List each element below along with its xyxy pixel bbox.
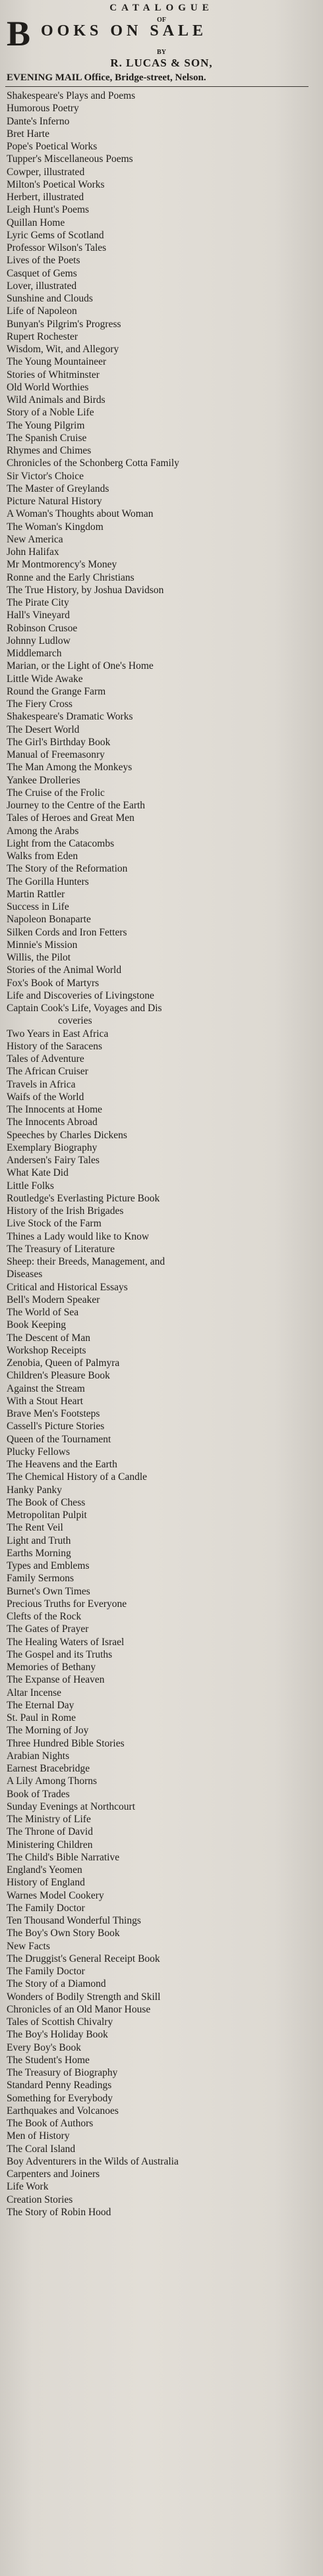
book-title: Standard Penny Readings: [7, 2080, 112, 2091]
book-title: Light and Truth: [7, 1535, 71, 1546]
book-title: Cowper, illustrated: [7, 166, 85, 178]
book-title: Life and Discoveries of Livingstone: [7, 989, 154, 1001]
book-title: Captain Cook's Life, Voyages and Dis: [7, 1003, 162, 1014]
book-title: Success in Life: [7, 901, 69, 912]
book-title: Shakespeare's Plays and Poems: [7, 90, 136, 101]
book-title: Something for Everybody: [7, 2092, 113, 2104]
publisher-name: R. LUCAS & SON,: [110, 57, 213, 69]
book-title: Johnny Ludlow: [7, 635, 71, 646]
book-title: Carpenters and Joiners: [7, 2169, 100, 2180]
book-title: Manual of Freemasonry: [7, 749, 105, 760]
book-title: coveries: [58, 1015, 92, 1027]
book-title: The Child's Bible Narrative: [7, 1851, 120, 1863]
book-title: The Descent of Man: [7, 1332, 90, 1344]
book-title: New America: [7, 533, 63, 545]
book-title: The Desert World: [7, 723, 80, 735]
book-title: England's Yeomen: [7, 1864, 82, 1876]
book-title: Journey to the Centre of the Earth: [7, 800, 146, 811]
book-title: The Book of Authors: [7, 2118, 94, 2129]
book-title: The Gospel and its Truths: [7, 1648, 113, 1660]
book-title: Brave Men's Footsteps: [7, 1408, 100, 1419]
book-title: Book of Trades: [7, 1788, 70, 1800]
divider-rule: [5, 86, 308, 87]
book-title: Chronicles of the Schonberg Cotta Family: [7, 458, 179, 469]
book-title: Wild Animals and Birds: [7, 394, 105, 406]
book-title: Hall's Vineyard: [7, 610, 70, 621]
book-title: A Lily Among Thorns: [7, 1775, 98, 1787]
book-title: Tales of Adventure: [7, 1053, 84, 1065]
book-title: Lover, illustrated: [7, 280, 77, 292]
book-title: Metropolitan Pulpit: [7, 1510, 87, 1521]
book-title: The Treasury of Biography: [7, 2067, 118, 2078]
book-title: Men of History: [7, 2130, 70, 2142]
book-title: The Gates of Prayer: [7, 1623, 89, 1635]
book-title: Boy Adventurers in the Wilds of Australia: [7, 2155, 179, 2167]
book-title: Silken Cords and Iron Fetters: [7, 926, 127, 938]
book-title: The True History, by Joshua Davidson: [7, 584, 164, 596]
book-title: Leigh Hunt's Poems: [7, 204, 90, 216]
book-title: Round the Grange Farm: [7, 685, 106, 697]
book-title: Life Work: [7, 2181, 49, 2193]
book-title: Earthquakes and Volcanoes: [7, 2105, 119, 2116]
book-title: Sunday Evenings at Northcourt: [7, 1801, 136, 1812]
book-title: Martin Rattler: [7, 888, 65, 900]
book-title: What Kate Did: [7, 1167, 69, 1179]
book-title: Napoleon Bonaparte: [7, 914, 91, 926]
book-title: Routledge's Everlasting Picture Book: [7, 1192, 160, 1204]
book-title: Ten Thousand Wonderful Things: [7, 1915, 141, 1926]
book-title: The Boy's Holiday Book: [7, 2029, 108, 2041]
book-title: The Young Pilgrim: [7, 419, 85, 431]
book-title: The Story of the Reformation: [7, 863, 128, 875]
book-title: Sunshine and Clouds: [7, 293, 93, 304]
book-title: Book Keeping: [7, 1319, 66, 1331]
book-title: Wonders of Bodily Strength and Skill: [7, 1991, 161, 2003]
book-title: Earths Morning: [7, 1547, 71, 1559]
book-title: Professor Wilson's Tales: [7, 242, 107, 253]
book-title: Tales of Scottish Chivalry: [7, 2016, 113, 2028]
book-title: The Story of Robin Hood: [7, 2206, 111, 2218]
book-title: Warnes Model Cookery: [7, 1889, 104, 1901]
book-title: Hanky Panky: [7, 1484, 62, 1496]
book-title: Wisdom, Wit, and Allegory: [7, 344, 119, 355]
book-title: History of England: [7, 1877, 85, 1889]
book-title: Altar Incense: [7, 1687, 62, 1698]
book-title: The Treasury of Literature: [7, 1243, 115, 1255]
of-word: OF: [157, 16, 166, 24]
book-title: Ministering Children: [7, 1839, 93, 1851]
book-title: The Healing Waters of Israel: [7, 1636, 125, 1648]
book-title: Dante's Inferno: [7, 115, 70, 127]
book-title: The Ministry of Life: [7, 1814, 91, 1825]
book-title: Every Boy's Book: [7, 2041, 82, 2053]
book-title: The Student's Home: [7, 2054, 90, 2066]
book-title: Burnet's Own Times: [7, 1585, 90, 1597]
book-title: Creation Stories: [7, 2194, 73, 2205]
book-title: Live Stock of the Farm: [7, 1218, 102, 1230]
book-title: The Book of Chess: [7, 1496, 86, 1508]
book-title: Yankee Drolleries: [7, 774, 80, 786]
book-title: Memories of Bethany: [7, 1662, 96, 1673]
book-title: Minnie's Mission: [7, 939, 78, 951]
book-title: The Master of Greylands: [7, 483, 109, 494]
book-title: Sir Victor's Choice: [7, 470, 84, 482]
book-title: Pope's Poetical Works: [7, 141, 98, 152]
book-title: Life of Napoleon: [7, 305, 77, 317]
book-title: The Coral Island: [7, 2143, 76, 2155]
book-title: Sheep: their Breeds, Management, and: [7, 1256, 165, 1267]
book-title: Types and Emblems: [7, 1560, 90, 1571]
book-title: The Expanse of Heaven: [7, 1674, 105, 1686]
book-title: Lyric Gems of Scotland: [7, 229, 104, 241]
book-title: Middlemarch: [7, 648, 62, 659]
book-title: Waifs of the World: [7, 1091, 84, 1103]
book-title: Bret Harte: [7, 128, 49, 140]
book-title: Rhymes and Chimes: [7, 445, 92, 456]
book-title: History of the Saracens: [7, 1040, 103, 1052]
book-title: The Young Mountaineer: [7, 356, 107, 368]
book-title: Robinson Crusoe: [7, 622, 78, 634]
book-title: Rupert Rochester: [7, 330, 78, 342]
book-title: John Halifax: [7, 546, 59, 558]
book-title: Willis, the Pilot: [7, 952, 71, 963]
catalogue-heading: CATALOGUE: [109, 3, 214, 13]
book-title: Walks from Eden: [7, 851, 78, 862]
book-title: The Girl's Birthday Book: [7, 736, 111, 748]
book-title: Travels in Africa: [7, 1078, 76, 1090]
book-title: The Cruise of the Frolic: [7, 787, 105, 799]
book-title: Old World Worthies: [7, 381, 89, 393]
book-title: Critical and Historical Essays: [7, 1281, 128, 1293]
book-title: Mr Montmorency's Money: [7, 559, 117, 571]
book-title: Ronne and the Early Christians: [7, 571, 134, 583]
book-title: The Pirate City: [7, 597, 69, 608]
book-title: Family Sermons: [7, 1573, 74, 1585]
by-word: BY: [157, 49, 166, 56]
book-title: Children's Pleasure Book: [7, 1370, 110, 1382]
book-title: Tupper's Miscellaneous Poems: [7, 153, 133, 165]
book-title: Marian, or the Light of One's Home: [7, 660, 154, 672]
book-title: The Chemical History of a Candle: [7, 1471, 148, 1483]
book-title: Cassell's Picture Stories: [7, 1421, 105, 1433]
book-title: Fox's Book of Martyrs: [7, 977, 100, 989]
book-title: The Druggist's General Receipt Book: [7, 1953, 160, 1964]
book-title: Among the Arabs: [7, 825, 79, 837]
publisher-address: EVENING MAIL Office, Bridge-street, Nelson.: [7, 72, 206, 83]
book-title: The Man Among the Monkeys: [7, 762, 132, 774]
book-title: The Spanish Cruise: [7, 432, 87, 444]
book-title: Queen of the Tournament: [7, 1433, 111, 1445]
book-title: Diseases: [7, 1269, 43, 1280]
book-title: Stories of the Animal World: [7, 964, 122, 976]
book-title: Herbert, illustrated: [7, 192, 84, 203]
book-title: Earnest Bracebridge: [7, 1763, 90, 1774]
book-title: The World of Sea: [7, 1307, 79, 1318]
title-rest: OOKS ON SALE: [41, 22, 208, 39]
book-title: Shakespeare's Dramatic Works: [7, 711, 133, 723]
book-title: The Family Doctor: [7, 1902, 85, 1914]
drop-letter: B: [7, 14, 31, 53]
book-title: Chronicles of an Old Manor House: [7, 2003, 151, 2015]
book-list: [0, 90, 323, 2219]
book-title: The Family Doctor: [7, 1966, 85, 1977]
book-title: Speeches by Charles Dickens: [7, 1129, 127, 1141]
book-title: Casquet of Gems: [7, 267, 77, 279]
book-title: The Story of a Diamond: [7, 1978, 106, 1990]
book-title: Arabian Nights: [7, 1750, 70, 1762]
book-title: Tales of Heroes and Great Men: [7, 812, 134, 824]
book-title: Picture Natural History: [7, 496, 102, 507]
book-title: Andersen's Fairy Tales: [7, 1155, 100, 1166]
book-title: The Throne of David: [7, 1826, 93, 1838]
book-title: History of the Irish Brigades: [7, 1205, 124, 1217]
book-title: Bell's Modern Speaker: [7, 1294, 100, 1305]
book-title: The Innocents Abroad: [7, 1117, 98, 1128]
book-title: Lives of the Poets: [7, 255, 80, 267]
book-title: Two Years in East Africa: [7, 1028, 109, 1039]
book-title: Quillan Home: [7, 217, 65, 228]
book-title: Exemplary Biography: [7, 1142, 98, 1153]
book-title: Clefts of the Rock: [7, 1611, 82, 1622]
book-title: The Rent Veil: [7, 1522, 63, 1534]
book-title: Stories of Whitminster: [7, 369, 100, 381]
book-title: Milton's Poetical Works: [7, 178, 105, 190]
book-title: Precious Truths for Everyone: [7, 1598, 127, 1610]
book-title: Thines a Lady would like to Know: [7, 1230, 150, 1242]
book-title: With a Stout Heart: [7, 1395, 84, 1407]
book-title: The African Cruiser: [7, 1066, 88, 1078]
book-title: Workshop Receipts: [7, 1344, 86, 1356]
book-title: Humorous Poetry: [7, 103, 79, 115]
book-title: The Heavens and the Earth: [7, 1459, 117, 1470]
book-title: Plucky Fellows: [7, 1446, 71, 1458]
book-title: New Facts: [7, 1940, 50, 1952]
book-title: Little Wide Awake: [7, 673, 83, 685]
book-title: The Eternal Day: [7, 1699, 74, 1711]
book-title: The Fiery Cross: [7, 698, 73, 710]
book-title: The Morning of Joy: [7, 1725, 89, 1737]
book-title: Against the Stream: [7, 1382, 85, 1394]
book-title: The Innocents at Home: [7, 1104, 103, 1115]
book-title: Light from the Catacombs: [7, 837, 115, 849]
book-title: The Boy's Own Story Book: [7, 1928, 120, 1939]
book-title: Zenobia, Queen of Palmyra: [7, 1357, 120, 1369]
book-title: Story of a Noble Life: [7, 407, 94, 419]
book-title: A Woman's Thoughts about Woman: [7, 508, 154, 520]
book-title: The Woman's Kingdom: [7, 521, 103, 533]
book-title: Little Folks: [7, 1180, 54, 1192]
book-title: The Gorilla Hunters: [7, 876, 89, 887]
book-title: Bunyan's Pilgrim's Progress: [7, 318, 121, 330]
book-title: St. Paul in Rome: [7, 1712, 76, 1723]
book-title: Three Hundred Bible Stories: [7, 1737, 125, 1749]
